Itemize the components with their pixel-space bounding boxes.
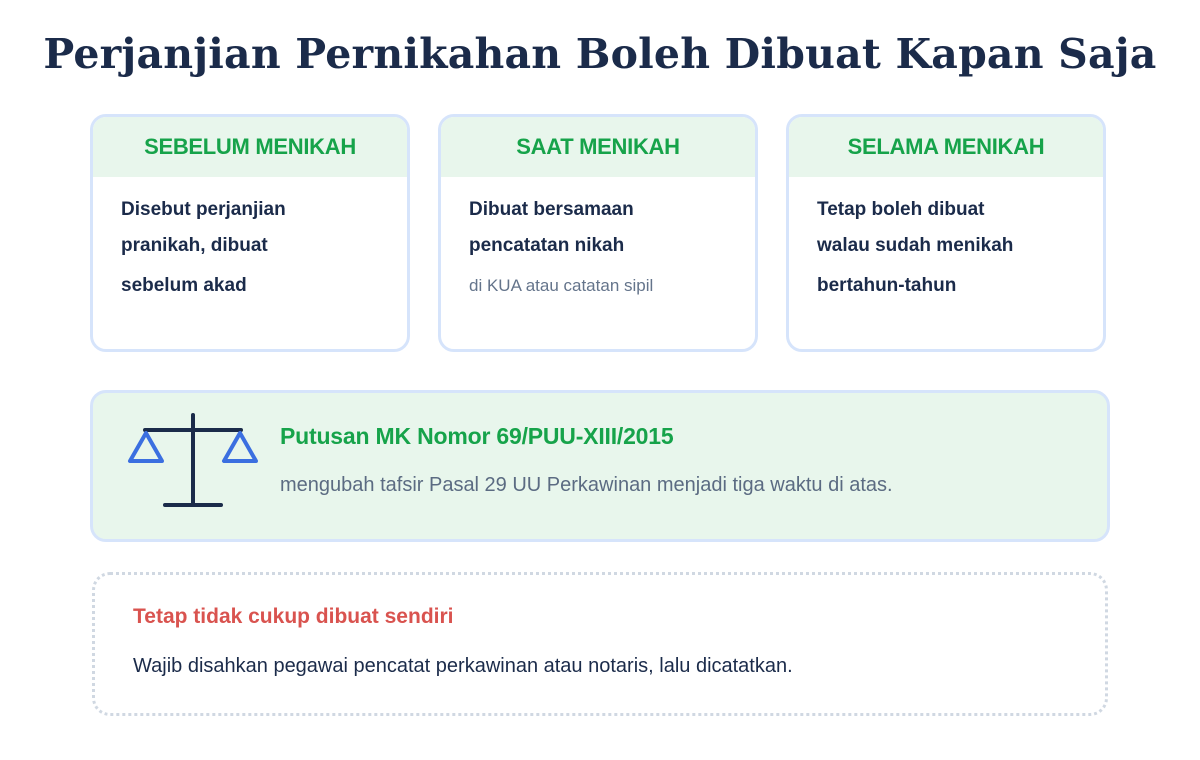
ruling-description: mengubah tafsir Pasal 29 UU Perkawinan menjadi tiga waktu di atas. (280, 474, 893, 496)
card-text-line: Disebut perjanjian (121, 199, 286, 220)
card-at-marriage (438, 114, 758, 352)
warning-text: Wajib disahkan pegawai pencatat perkawinan atau notaris, lalu dicatatkan. (133, 655, 793, 677)
card-text-line: pencatatan nikah (469, 235, 625, 256)
card-text-line: sebelum akad (121, 275, 247, 296)
card-heading: SEBELUM MENIKAH (93, 117, 407, 177)
court-ruling-panel (90, 390, 1110, 542)
card-during-marriage (786, 114, 1106, 352)
warning-panel (92, 572, 1108, 716)
card-text-line: bertahun-tahun (817, 275, 957, 296)
card-text-line: pranikah, dibuat (121, 235, 268, 256)
card-heading: SELAMA MENIKAH (789, 117, 1103, 177)
scale-of-justice-icon (125, 413, 261, 511)
card-text-line: walau sudah menikah (817, 235, 1014, 256)
page-title: Perjanjian Pernikahan Boleh Dibuat Kapan Saja (43, 30, 1157, 78)
card-text-line: Dibuat bersamaan (469, 199, 634, 220)
card-heading: SAAT MENIKAH (441, 117, 755, 177)
card-text-line: Tetap boleh dibuat (817, 199, 985, 220)
card-before-marriage (90, 114, 410, 352)
ruling-title: Putusan MK Nomor 69/PUU-XIII/2015 (280, 423, 674, 449)
card-note: di KUA atau catatan sipil (469, 276, 654, 295)
warning-title: Tetap tidak cukup dibuat sendiri (133, 605, 454, 628)
